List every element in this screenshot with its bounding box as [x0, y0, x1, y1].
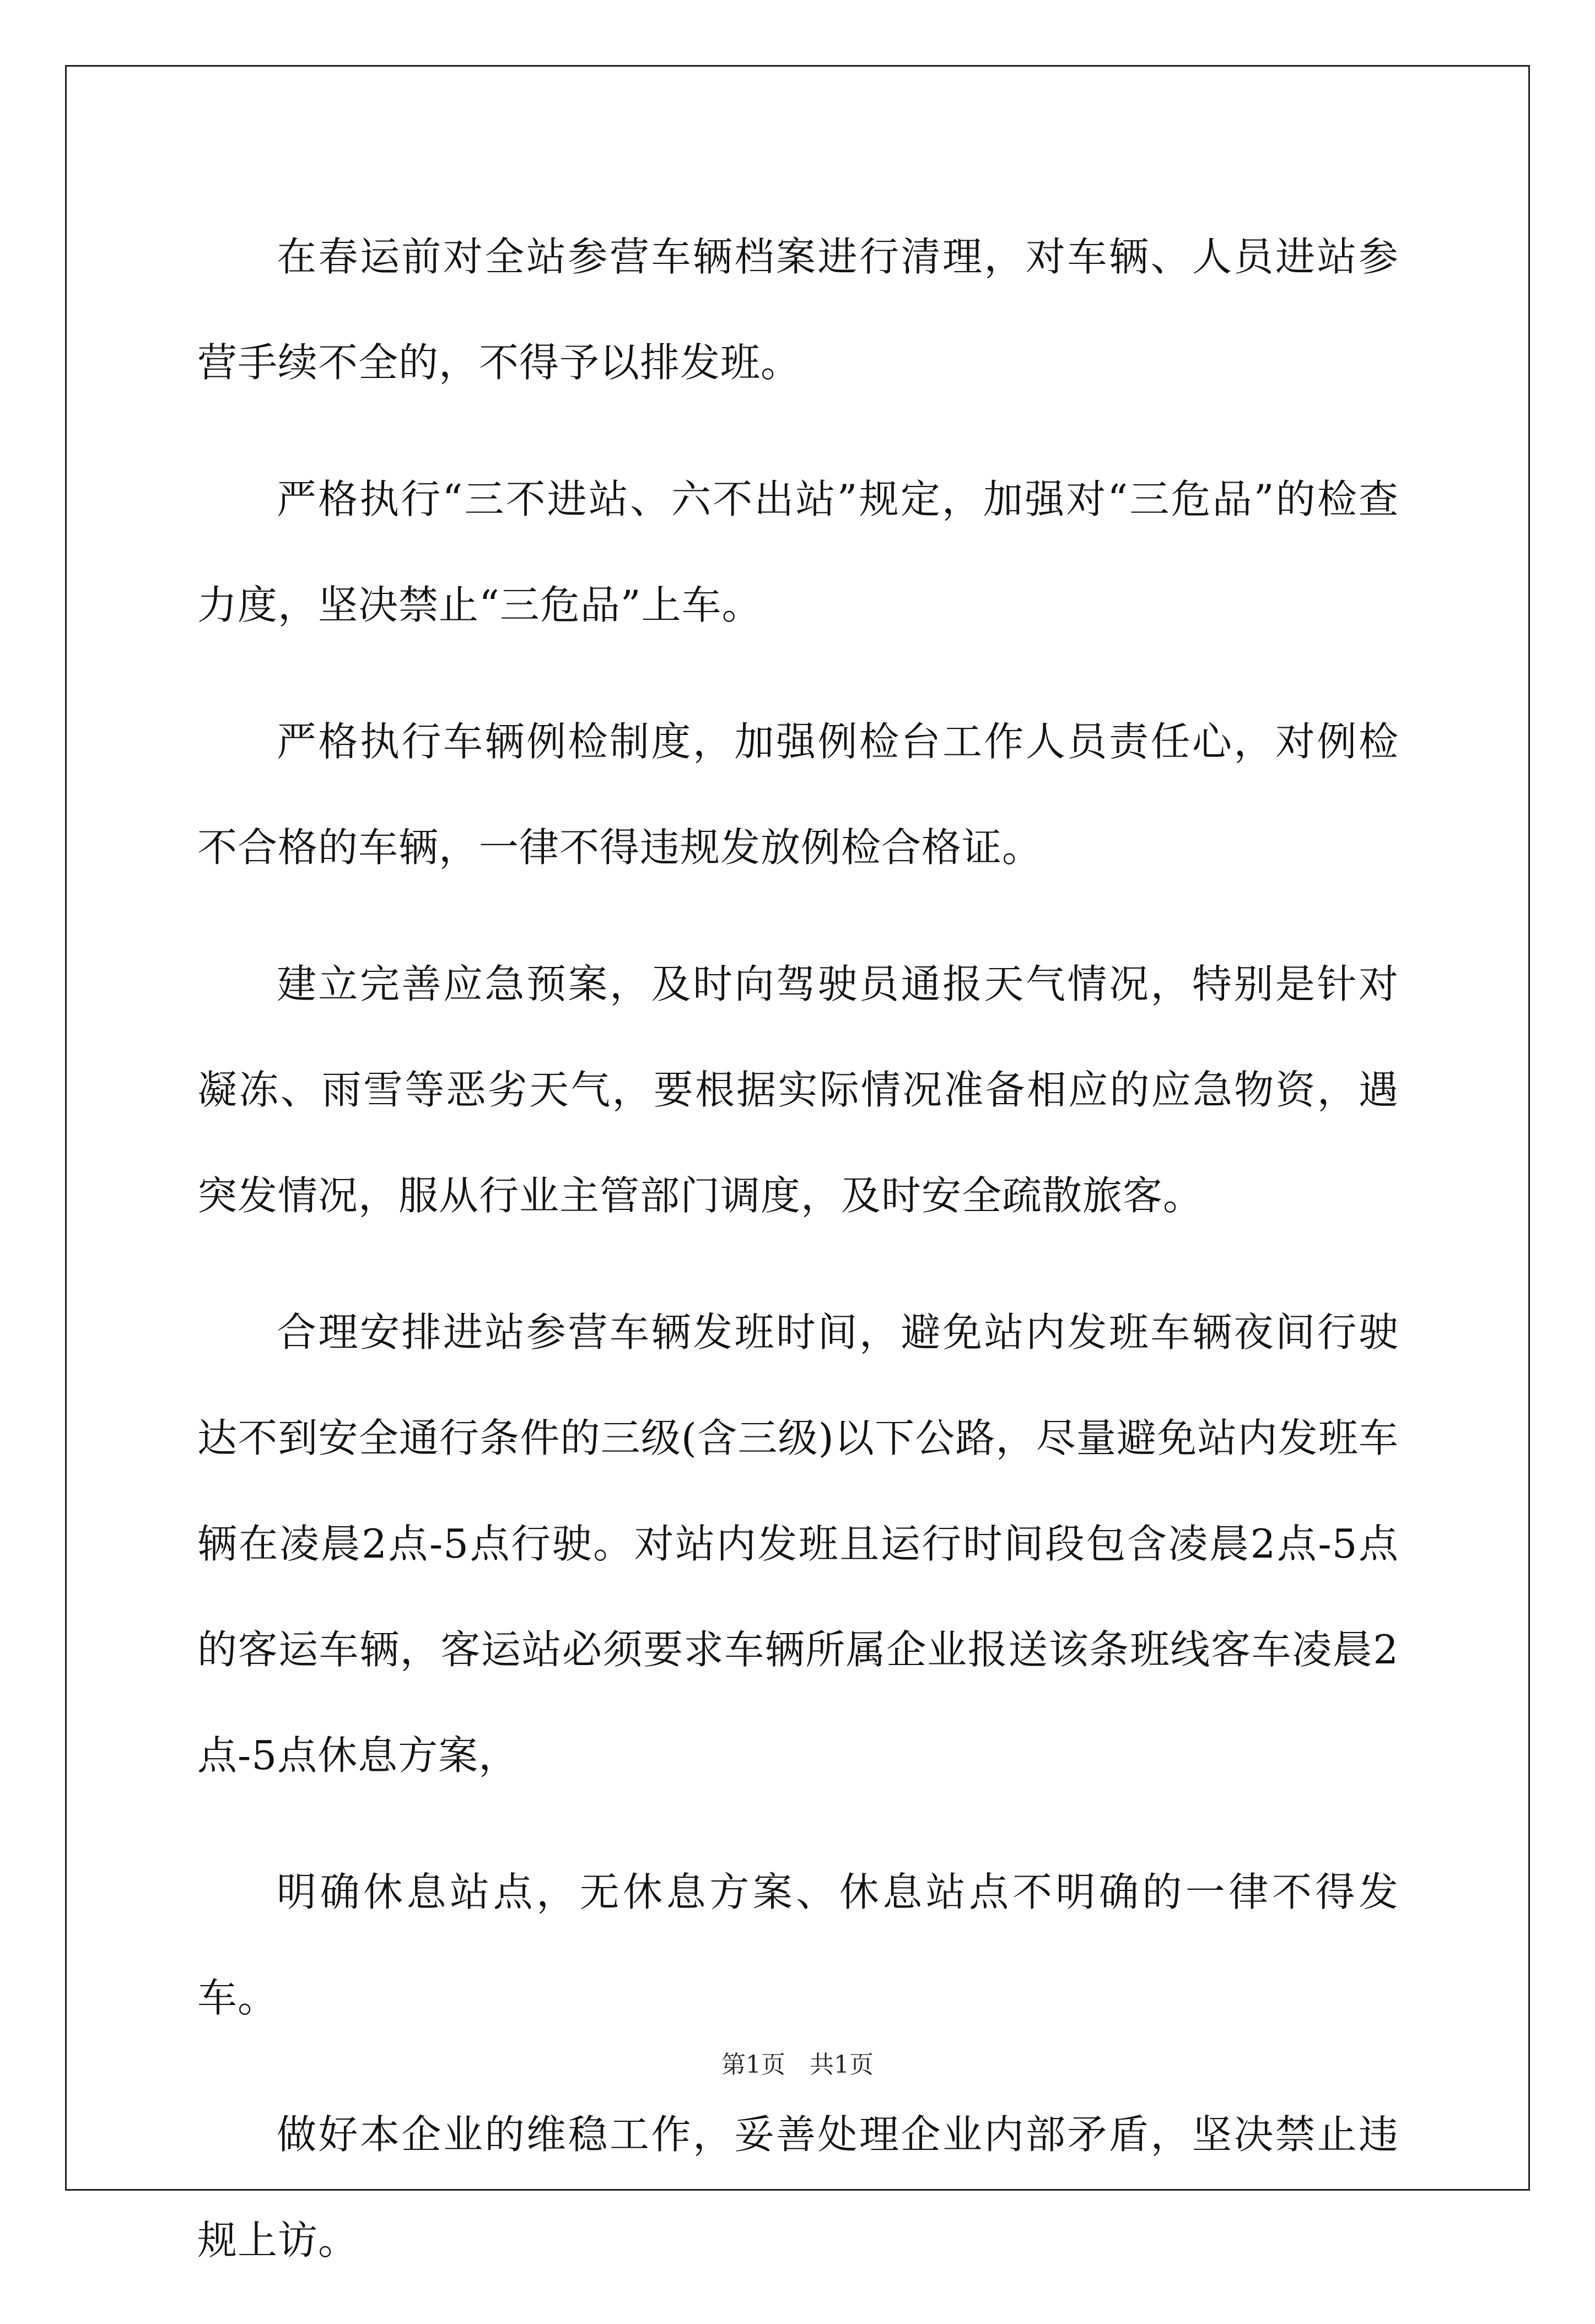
paragraph-1: 在春运前对全站参营车辆档案进行清理，对车辆、人员进站参营手续不全的，不得予以排发班。	[197, 234, 1399, 386]
page-number: 第1页 共1页	[721, 2051, 874, 2079]
paragraph-5: 合理安排进站参营车辆发班时间，避免站内发班车辆夜间行驶达不到安全通行条件的三级(含三级)以下公路，尽量避免站内发班车辆在凌晨2点-5点行驶。对站内发班且运行时间段包含凌晨2点-5点的客运车辆，客运站必须要求车辆所属企业报送该条班线客车凌晨2点-5点休息方案，	[197, 1309, 1399, 1779]
document-body	[197, 204, 1399, 2324]
paragraph-4: 建立完善应急预案，及时向驾驶员通报天气情况，特别是针对凝冻、雨雪等恶劣天气，要根据实际情况准备相应的应急物资，遇突发情况，服从行业主管部门调度，及时安全疏散旅客。	[197, 961, 1399, 1219]
paragraph-2: 严格执行“三不进站、六不出站”规定，加强对“三危品”的检查力度，坚决禁止“三危品”上车。	[197, 476, 1399, 628]
paragraph-3: 严格执行车辆例检制度，加强例检台工作人员责任心，对例检不合格的车辆，一律不得违规发放例检合格证。	[197, 718, 1399, 871]
paragraph-7: 做好本企业的维稳工作，妥善处理企业内部矛盾，坚决禁止违规上访。	[197, 2111, 1399, 2263]
paragraph-6: 明确休息站点，无休息方案、休息站点不明确的一律不得发车。	[197, 1869, 1399, 2021]
